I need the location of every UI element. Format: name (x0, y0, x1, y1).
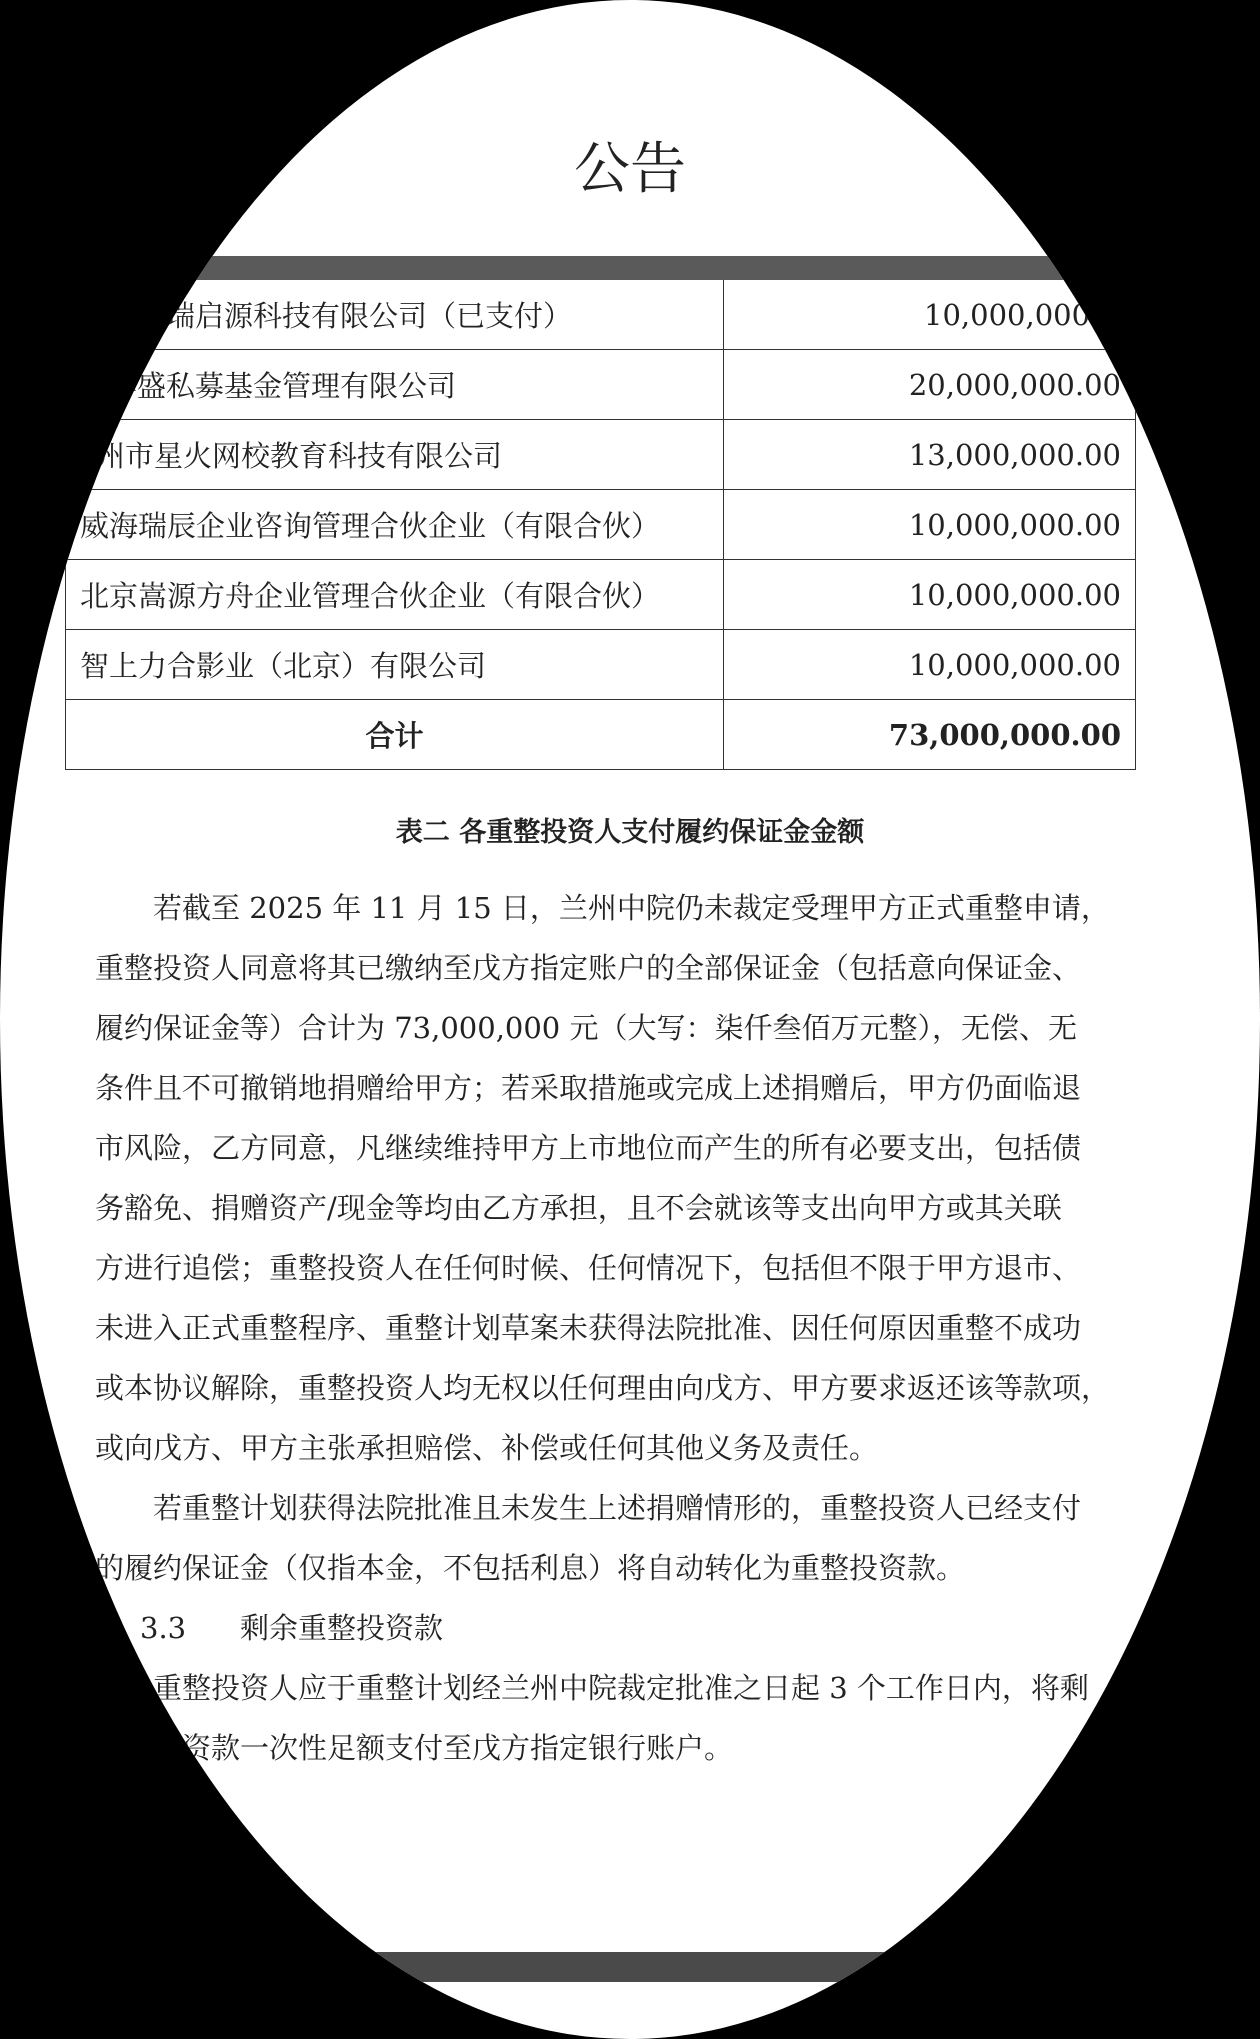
top-divider-bar (0, 256, 1260, 280)
page-title: 公告 (574, 137, 686, 202)
paragraph-line: 投资款一次性足额支付至戊方指定银行账户。 (153, 1731, 734, 1765)
guarantee-deposit-table (65, 280, 1136, 770)
table-row (66, 280, 1136, 350)
paragraph-line: 重整投资人同意将其已缴纳至戊方指定账户的全部保证金（包括意向保证金、 (95, 951, 1082, 985)
paragraph-line: 的履约保证金（仅指本金，不包括利息）将自动转化为重整投资款。 (95, 1551, 966, 1585)
investor-name: 北京嵩源方舟企业管理合伙企业（有限合伙） (66, 560, 724, 630)
investor-name: 华盛私募基金管理有限公司 (66, 350, 724, 420)
deposit-amount: 10,000,000.00 (724, 490, 1136, 560)
investor-name: 瑞启源科技有限公司（已支付） (66, 280, 724, 350)
investor-name: 州市星火网校教育科技有限公司 (66, 420, 724, 490)
table-row (66, 630, 1136, 700)
bottom-divider-bar (0, 1952, 1260, 1982)
document-body (95, 878, 1135, 1778)
table-row (66, 350, 1136, 420)
deposit-amount: 20,000,000.00 (724, 350, 1136, 420)
deposit-amount: 13,000,000.00 (724, 420, 1136, 490)
table-total-row (66, 700, 1136, 770)
paragraph-line: 或向戊方、甲方主张承担赔偿、补偿或任何其他义务及责任。 (95, 1431, 879, 1465)
paragraph-line: 方进行追偿；重整投资人在任何时候、任何情况下，包括但不限于甲方退市、 (95, 1251, 1082, 1285)
total-label: 合计 (66, 700, 724, 770)
partial-header-mark: 尤 (835, 19, 865, 54)
paragraph-line: 条件且不可撤销地捐赠给甲方；若采取措施或完成上述捐赠后，甲方仍面临退 (95, 1071, 1082, 1105)
total-amount: 73,000,000.00 (724, 700, 1136, 770)
paragraph-line: 务豁免、捐赠资产/现金等均由乙方承担，且不会就该等支出向甲方或其关联 (95, 1191, 1062, 1225)
paragraph-line: 未进入正式重整程序、重整计划草案未获得法院批准、因任何原因重整不成功 (95, 1311, 1082, 1345)
paragraph-line: 或本协议解除，重整投资人均无权以任何理由向戊方、甲方要求返还该等款项， (95, 1371, 1111, 1405)
deposit-amount: 10,000,000. (724, 280, 1136, 350)
deposit-amount: 10,000,000.00 (724, 630, 1136, 700)
section-number: 3.3 (140, 1611, 187, 1645)
paragraph-line: 重整投资人应于重整计划经兰州中院裁定批准之日起 3 个工作日内，将剩 (153, 1671, 1089, 1705)
paragraph-line: 履约保证金等）合计为 73,000,000 元（大写：柒仟叁佰万元整），无偿、无 (95, 1011, 1077, 1045)
table-row (66, 490, 1136, 560)
paragraph-line: 若截至 2025 年 11 月 15 日，兰州中院仍未裁定受理甲方正式重整申请， (153, 891, 1110, 925)
section-heading (95, 1598, 1135, 1658)
paragraph-line: 市风险，乙方同意，凡继续维持甲方上市地位而产生的所有必要支出，包括债 (95, 1131, 1082, 1165)
investor-name: 智上力合影业（北京）有限公司 (66, 630, 724, 700)
deposit-amount: 10,000,000.00 (724, 560, 1136, 630)
table-caption: 表二 各重整投资人支付履约保证金金额 (395, 817, 865, 848)
paragraph-line: 若重整计划获得法院批准且未发生上述捐赠情形的，重整投资人已经支付 (153, 1491, 1082, 1525)
table-row (66, 420, 1136, 490)
investor-name: 威海瑞辰企业咨询管理合伙企业（有限合伙） (66, 490, 724, 560)
section-title: 剩余重整投资款 (240, 1611, 444, 1645)
table-row (66, 560, 1136, 630)
